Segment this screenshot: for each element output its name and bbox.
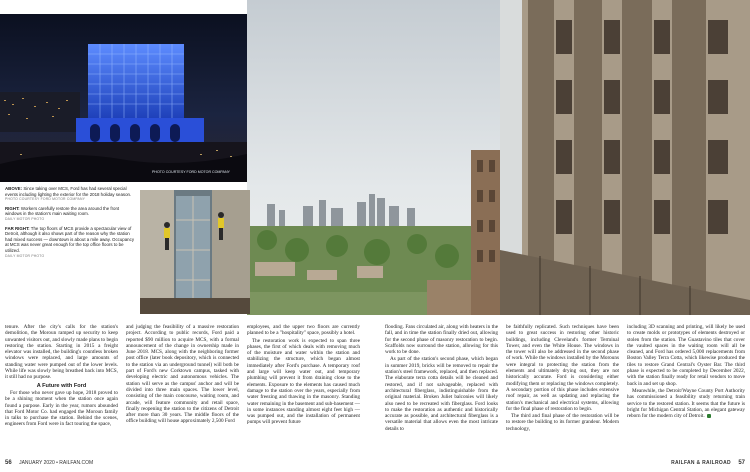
caption-far-credit: DAILY MOTOR PHOTO (5, 253, 45, 258)
paragraph: The restoration work is expected to span three phases, the first of which deals with removing much of the moisture and water within the station and stabilizing the structure, which began almost immediately after Ford's purchase. A temporary roof and large will keep water out, and temporary plumbing will prevent it from draining close to the elements. Exposure to the elements has caused much damage to the station over the years, especially from water freezing and thawing in the masonry. Standing water remaining in the basement and sub-basement — in some instances standing almost eight feet high — was pumped out, and the installation of permanent pumps will prevent future (247, 337, 360, 426)
paragraph: tenure. After the city's calls for the station's demolition, the Moroun ramped up security to keep unwanted visitors out, and slowly made plans to begin restoring the station. Starting in 2015 a freight elevator was installed, the building's countless broken windows were replaced, and large amounts of standing water were pumped out of the lower levels. While life was slowly being breathed back into MCS, it still had no purpose. (5, 324, 118, 381)
photo-credit-night: PHOTO COURTESY FORD MOTOR COMPANY (152, 170, 230, 174)
paragraph: For those who never gave up hope, 2018 proved to be a shining moment when the station once again found a purpose. Early in the year, rumors abounded that Ford Motor Co. had engaged the Moroun family in talks to purchase the station. Behind the scenes, engineers from Ford were in fact touring the space, (5, 389, 118, 428)
photo-station-night (0, 14, 247, 182)
photo-detroit-skyline (247, 0, 500, 315)
photo-captions (5, 186, 135, 262)
paragraph: As part of the station's second phase, which began in summer 2019, bricks will be removed to repair the station's steel framework, replaced, and then replaced. The elaborate terra cotta details will be cleaned and restored, and if not salvageable, replaced with architectural fiberglass, indistinguishable from the original material. Broken Juliet balconies will likely also need to be recreated with fiberglass. Ford looks to make the restoration as authentic and historically accurate as possible, and architectural fiberglass is a versatile material that allows even the most intricate details to (385, 356, 498, 432)
caption-far-right (5, 226, 135, 260)
paragraph: and judging the feasibility of a massive restoration project. According to public records, Ford paid a reported $90 million to acquire MCS, with a formal announcement of the change in ownership made in June 2018. MCS, along with the neighboring former post office (later book depository, which is connected to the station via an underground tunnel) will both be part of Ford's new Corktown campus, tasked with developing electric and autonomous vehicles. The station will serve as the campus' anchor and will be divided into three main spaces. The lower level, consisting of the main concourse, waiting room, and arcade, will feature community and retail space, finally reopening the station to the citizens of Detroit after more than 30 years. The middle floors of the office building will house approximately 2,500 Ford (126, 324, 239, 425)
caption-far-lead: FAR RIGHT: (5, 225, 30, 231)
folio-right (671, 460, 745, 466)
text-column-4 (385, 324, 498, 433)
caption-above (5, 186, 135, 203)
closing-paragraph: Meanwhile, the Detroit/Wayne County Port Authority has commissioned a feasibility study returning train service to the restored station. It seems that the future is bright for Michigan Central Station, an elegant gateway reborn for the modern city of Detroit. (627, 387, 745, 420)
caption-right-credit: DAILY MOTOR PHOTO (5, 216, 45, 221)
photo-station-facade (500, 0, 750, 315)
paragraph: including 3D scanning and printing, will likely be used to create molds or prototypes of elements destroyed or stolen from the station. The Guastavino tiles that cover the vaulted spaces in the waiting room will all be cleaned, and Ford has ordered 5,000 replacements from Boston Valley Terra Cotta, which likewise produced the tiles to restore Grand Central's Oyster Bar. The third phase is expected to be completed by December 2022, with the station finally ready for retail vendors to move back in and set up shop. (627, 324, 745, 387)
text-column-2 (126, 324, 239, 426)
folio-left (5, 460, 93, 466)
workers-illustration (140, 190, 250, 314)
facade-illustration (500, 0, 750, 315)
magazine-title: RAILFAN & RAILROAD (671, 460, 731, 466)
caption-above-lead: ABOVE: (5, 186, 23, 191)
paragraph: be faithfully replicated. Such techniques have been used to great success in restoring other historic buildings, including Cleveland's former Terminal Tower, and even the White House. The windows in the tower will also be addressed in the second phase of work. While the windows installed by the Morouns were integral to protecting the station from the elements and ultimately drying out, they are not historically accurate. Ford is considering either modifying them or replacing the windows completely. A secondary portion of this phase includes extensive roof repair, as well as updating and replacing the station's mechanical and electrical systems, allowing for the final phase of restoration to begin. (506, 324, 619, 412)
text-column-1 (5, 324, 118, 429)
page-number-right: 57 (738, 460, 745, 466)
end-mark-icon (707, 414, 711, 418)
text-column-5 (506, 324, 619, 433)
caption-far-text: The top floors of MCS provide a spectacular view of Detroit, although it also shows part of the reason why the station had mixed success — downtown is about a mile away. Occupancy at MCS was never great enough for the top office floors to be utilized. (5, 225, 135, 253)
caption-right (5, 206, 135, 223)
paragraph: The third and final phase of the restoration will be to restore the building to its former grandeur. Modern technology, (506, 413, 619, 432)
paragraph: flooding. Fans circulated air, along with heaters in the fall, and in time the station finally dried out, allowing for the second phase of masonry restoration to begin. Scaffolds now surround the station, allowing for this work to be done. (385, 324, 498, 356)
section-heading: A Future with Ford (36, 382, 87, 389)
text-column-6 (627, 324, 745, 420)
paragraph (627, 388, 745, 419)
issue-line: JANUARY 2020 • RAILFAN.COM (19, 460, 94, 466)
station-night-illustration (0, 14, 247, 182)
caption-above-credit: PHOTO COURTESY FORD MOTOR COMPANY (5, 197, 86, 202)
paragraph: employees, and the upper two floors are currently planned to be a "hospitality" space, possibly a hotel. (247, 324, 360, 337)
caption-right-lead: RIGHT: (5, 205, 20, 211)
caption-right-text: Workers carefully restore the area around the front windows in the station's main waiting room. (5, 205, 120, 217)
caption-above-text: Since taking over MCS, Ford has had several special events including lighting the exterior for the 2018 holiday season. (5, 186, 132, 197)
page-number-left: 56 (5, 460, 12, 466)
photo-workers-restoring (140, 190, 250, 314)
skyline-illustration (247, 0, 500, 315)
text-column-3 (247, 324, 360, 427)
